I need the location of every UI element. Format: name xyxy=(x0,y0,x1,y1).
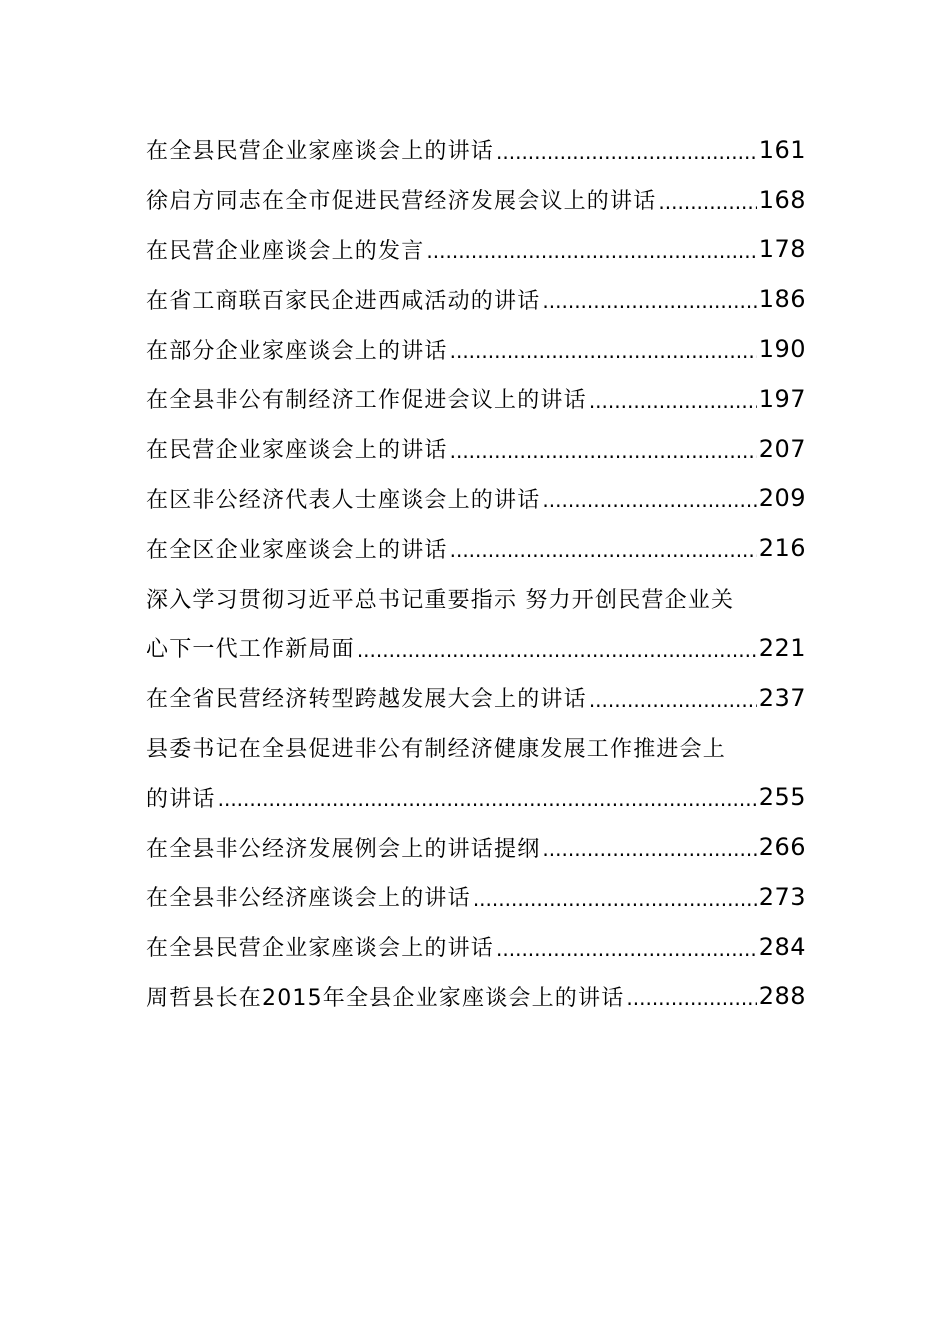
toc-entry-title: 周哲县长在2015年全县企业家座谈会上的讲话 xyxy=(146,985,625,1011)
toc-entry xyxy=(146,274,806,324)
toc-entry-title: 在全县民营企业家座谈会上的讲话 xyxy=(146,139,495,165)
toc-dot-leader xyxy=(626,986,756,1010)
toc-entry-page: 186 xyxy=(758,285,806,314)
toc-entry-title: 在部分企业家座谈会上的讲话 xyxy=(146,338,448,364)
toc-entry xyxy=(146,523,806,573)
toc-entry xyxy=(146,225,806,275)
toc-entry-title: 在全县民营企业家座谈会上的讲话 xyxy=(146,936,495,962)
toc-entry-page: 216 xyxy=(758,534,806,563)
toc-entry-title: 在全省民营经济转型跨越发展大会上的讲话 xyxy=(146,687,587,713)
toc-entry xyxy=(146,623,806,673)
toc-entry-title: 在民营企业座谈会上的发言 xyxy=(146,238,425,264)
toc-entry-page: 288 xyxy=(758,982,806,1011)
toc-entry xyxy=(146,673,806,723)
toc-entry-title: 徐启方同志在全市促进民营经济发展会议上的讲话 xyxy=(146,189,657,215)
toc-entry-title-line2: 的讲话 xyxy=(146,786,216,812)
toc-entry-page: 266 xyxy=(758,833,806,862)
toc-entry-title: 在全区企业家座谈会上的讲话 xyxy=(146,537,448,563)
toc-entry xyxy=(146,474,806,524)
toc-dot-leader xyxy=(589,688,757,712)
toc-dot-leader xyxy=(426,239,756,263)
toc-entry xyxy=(146,822,806,872)
toc-entry-page: 284 xyxy=(758,932,806,961)
toc-entry-title: 在民营企业家座谈会上的讲话 xyxy=(146,438,448,464)
toc-entry-title-line1: 深入学习贯彻习近平总书记重要指示 努力开创民营企业关 xyxy=(146,587,735,613)
toc-entry-page: 161 xyxy=(758,135,806,164)
toc-dot-leader xyxy=(542,837,756,861)
toc-entry-page: 207 xyxy=(758,434,806,463)
toc-dot-leader xyxy=(450,339,757,363)
toc-dot-leader xyxy=(218,787,757,811)
toc-entry xyxy=(146,972,806,1022)
toc-entry-continued-title xyxy=(146,573,806,623)
toc-entry-page: 221 xyxy=(758,633,806,662)
toc-dot-leader xyxy=(496,937,757,961)
toc-entry-page: 168 xyxy=(758,185,806,214)
toc-entry-title: 在省工商联百家民企进西咸活动的讲话 xyxy=(146,288,541,314)
toc-dot-leader xyxy=(450,439,757,463)
toc-entry-title-line2: 心下一代工作新局面 xyxy=(146,637,355,663)
toc-dot-leader xyxy=(450,538,757,562)
toc-entry xyxy=(146,324,806,374)
toc-dot-leader xyxy=(473,887,757,911)
toc-entry xyxy=(146,424,806,474)
toc-entry xyxy=(146,125,806,175)
toc-entry-title-line1: 县委书记在全县促进非公有制经济健康发展工作推进会上 xyxy=(146,736,727,762)
toc-entry xyxy=(146,374,806,424)
toc-entry-title: 在全县非公有制经济工作促进会议上的讲话 xyxy=(146,388,587,414)
toc-entry xyxy=(146,872,806,922)
toc-entry-page: 237 xyxy=(758,683,806,712)
toc-entry-continued-title xyxy=(146,723,806,773)
toc-dot-leader xyxy=(658,190,756,214)
toc-dot-leader xyxy=(589,389,757,413)
toc-entry-title: 在区非公经济代表人士座谈会上的讲话 xyxy=(146,487,541,513)
toc-dot-leader xyxy=(357,638,757,662)
toc-dot-leader xyxy=(542,289,756,313)
toc-dot-leader xyxy=(496,140,757,164)
toc-entry-title: 在全县非公经济发展例会上的讲话提纲 xyxy=(146,836,541,862)
toc-entry xyxy=(146,922,806,972)
toc-entry-page: 209 xyxy=(758,484,806,513)
toc-entry-page: 190 xyxy=(758,335,806,364)
toc-entry-page: 178 xyxy=(758,235,806,264)
toc-entry xyxy=(146,175,806,225)
toc-dot-leader xyxy=(542,488,756,512)
toc-entry xyxy=(146,772,806,822)
toc-entry-page: 197 xyxy=(758,384,806,413)
table-of-contents xyxy=(146,125,806,1021)
toc-entry-page: 273 xyxy=(758,882,806,911)
toc-entry-page: 255 xyxy=(758,783,806,812)
toc-entry-title: 在全县非公经济座谈会上的讲话 xyxy=(146,886,471,912)
